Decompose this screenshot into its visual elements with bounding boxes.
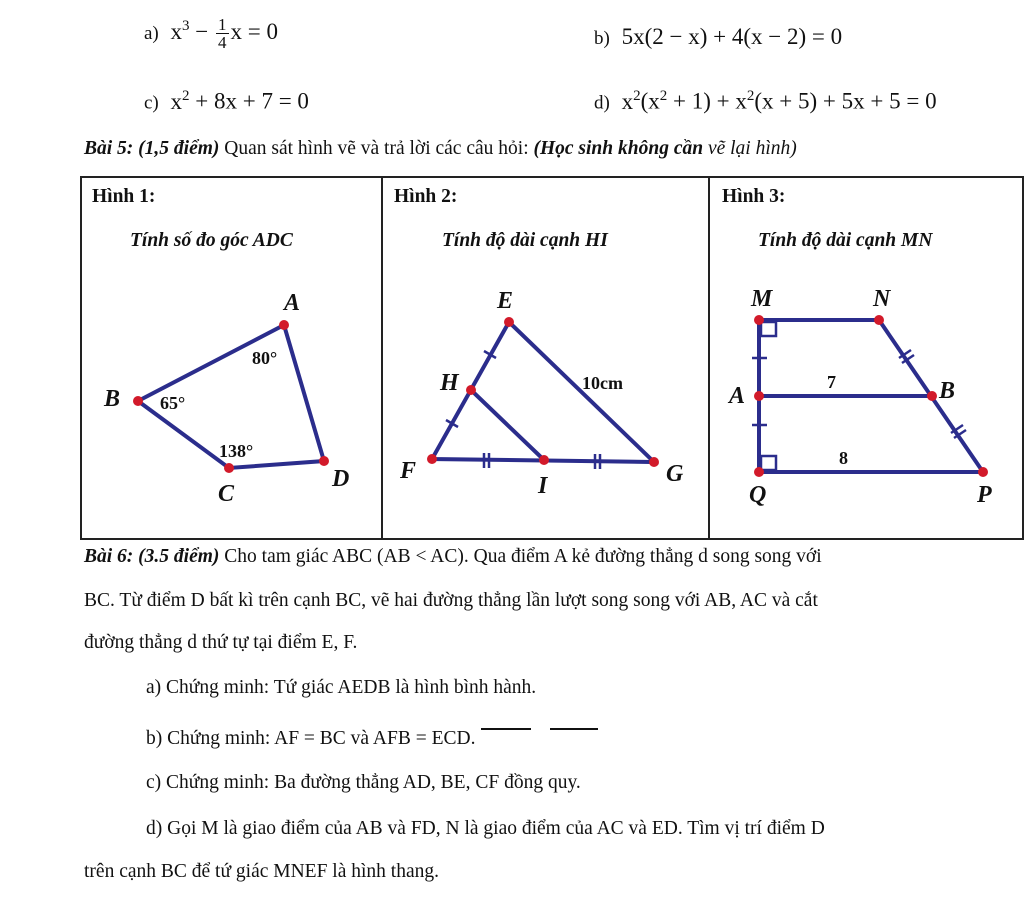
eq-a-minus: − <box>189 18 214 44</box>
fig2-label-F: F <box>400 458 417 484</box>
eq-a-den: 4 <box>218 33 227 52</box>
equation-c <box>144 88 309 115</box>
bai5-note-b: không cần <box>618 138 704 159</box>
figure2-task: Tính độ dài cạnh HI <box>442 230 608 251</box>
fig1-angle-C: 138° <box>219 441 254 461</box>
fig2-label-G: G <box>666 461 684 487</box>
eq-d-p3: + 1) + x <box>667 88 747 114</box>
figure3-heading: Hình 3: <box>722 186 786 207</box>
fig3-point-N <box>874 315 884 325</box>
fig2-length-EG: 10cm <box>582 373 623 393</box>
equation-b <box>594 24 842 50</box>
bai6-part-d-line1: d) Gọi M là giao điểm của AB và FD, N là giao điểm của AC và ED. Tìm vị trí điểm D <box>146 818 825 839</box>
bai6-line2: BC. Từ điểm D bất kì trên cạnh BC, vẽ hai đường thẳng lần lượt song song với AB, AC và cắt <box>84 590 818 611</box>
fig1-label-C: C <box>218 481 235 507</box>
fig2-label-E: E <box>497 288 514 314</box>
overline-AFB <box>481 728 531 730</box>
equation-c-label: c) <box>144 92 159 114</box>
fig3-label-N: N <box>873 286 891 312</box>
fig2-label-H: H <box>440 370 459 396</box>
bai6-part-c: c) Chứng minh: Ba đường thẳng AD, BE, CF đồng quy. <box>146 772 581 793</box>
figure1-quadrilateral <box>82 178 380 538</box>
figure2-heading: Hình 2: <box>394 186 458 207</box>
fig2-segment-HI <box>471 390 544 460</box>
bai6-line1-text: Cho tam giác ABC (AB < AC). Qua điểm A kẻ đường thẳng d song song với <box>219 546 822 567</box>
fig3-length-AB: 7 <box>827 372 836 392</box>
fig3-right-angle-M <box>761 322 776 336</box>
eq-a-num: 1 <box>218 15 227 34</box>
fig3-point-M <box>754 315 764 325</box>
eq-a-fraction <box>216 16 229 51</box>
eq-d-p4: (x + 5) + 5x + 5 = 0 <box>754 88 937 114</box>
figure1-task: Tính số đo góc ADC <box>130 230 293 251</box>
equation-b-label: b) <box>594 28 610 49</box>
fig3-point-Q <box>754 467 764 477</box>
bai6-part-a: a) Chứng minh: Tứ giác AEDB là hình bình hành. <box>146 677 537 698</box>
eq-d-p1: x <box>621 88 634 114</box>
fig1-angle-A: 80° <box>252 348 278 368</box>
fig3-right-angle-Q <box>761 456 776 470</box>
fig3-label-A: A <box>729 383 746 409</box>
fig1-label-A: A <box>284 290 301 316</box>
eq-b-text: 5x(2 − x) + 4(x − 2) = 0 <box>621 24 843 49</box>
fig3-label-Q: Q <box>749 482 767 508</box>
bai6-part-b: b) Chứng minh: AF = BC và AFB = ECD. <box>146 728 476 749</box>
fig2-point-G <box>649 457 659 467</box>
eq-d-e3: 2 <box>746 88 755 104</box>
bai6-line3: đường thẳng d thứ tự tại điểm E, F. <box>84 632 358 653</box>
fig3-length-QP: 8 <box>839 448 848 468</box>
fig1-label-B: B <box>104 386 121 412</box>
fig1-angle-B: 65° <box>160 393 186 413</box>
equation-a-label: a) <box>144 22 159 44</box>
bai5-heading <box>84 138 797 160</box>
fig2-point-H <box>466 385 476 395</box>
fig3-label-M: M <box>751 286 773 312</box>
fig3-label-P: P <box>977 482 992 508</box>
bai6-title: Bài 6: (3.5 điểm) <box>84 546 220 567</box>
fig1-point-B <box>133 396 143 406</box>
equation-d <box>594 88 937 115</box>
fig3-point-B <box>927 391 937 401</box>
eq-d-e2: 2 <box>659 88 668 104</box>
overline-ECD <box>550 728 598 730</box>
eq-a-exp: 3 <box>182 18 190 35</box>
fig2-point-E <box>504 317 514 327</box>
eq-d-p2: (x <box>640 88 660 114</box>
figure3-trapezoid <box>711 178 1023 538</box>
fig3-label-B: B <box>939 378 956 404</box>
bai5-title: Bài 5: (1,5 điểm) <box>84 138 220 159</box>
figure1-heading: Hình 1: <box>92 186 156 207</box>
equation-d-label: d) <box>594 92 610 114</box>
fig3-point-A <box>754 391 764 401</box>
figure-divider-2 <box>708 176 710 540</box>
bai5-text: Quan sát hình vẽ và trả lời các câu hỏi: <box>219 138 534 159</box>
fig1-point-D <box>319 456 329 466</box>
eq-a-x: x <box>170 18 183 44</box>
eq-c-exp: 2 <box>182 88 190 104</box>
figure3-task: Tính độ dài cạnh MN <box>758 230 933 251</box>
bai6-line1 <box>84 546 822 568</box>
fig2-label-I: I <box>538 473 548 499</box>
eq-a-rest: x = 0 <box>230 18 278 44</box>
fig2-point-F <box>427 454 437 464</box>
fig2-point-I <box>539 455 549 465</box>
fig1-point-C <box>224 463 234 473</box>
fig1-point-A <box>279 320 289 330</box>
bai5-note-a: (Học sinh <box>533 138 618 159</box>
eq-c-rest: + 8x + 7 = 0 <box>189 88 309 114</box>
fig3-point-P <box>978 467 988 477</box>
eq-d-e1: 2 <box>633 88 641 104</box>
equation-a <box>144 16 278 51</box>
figure-divider-1 <box>381 176 383 540</box>
bai5-note-c: vẽ lại hình) <box>703 138 797 159</box>
eq-c-x: x <box>170 88 183 114</box>
figure2-triangle <box>384 178 707 538</box>
bai6-part-d-line2: trên cạnh BC để tứ giác MNEF là hình thang. <box>84 861 439 882</box>
fig1-label-D: D <box>332 466 350 492</box>
